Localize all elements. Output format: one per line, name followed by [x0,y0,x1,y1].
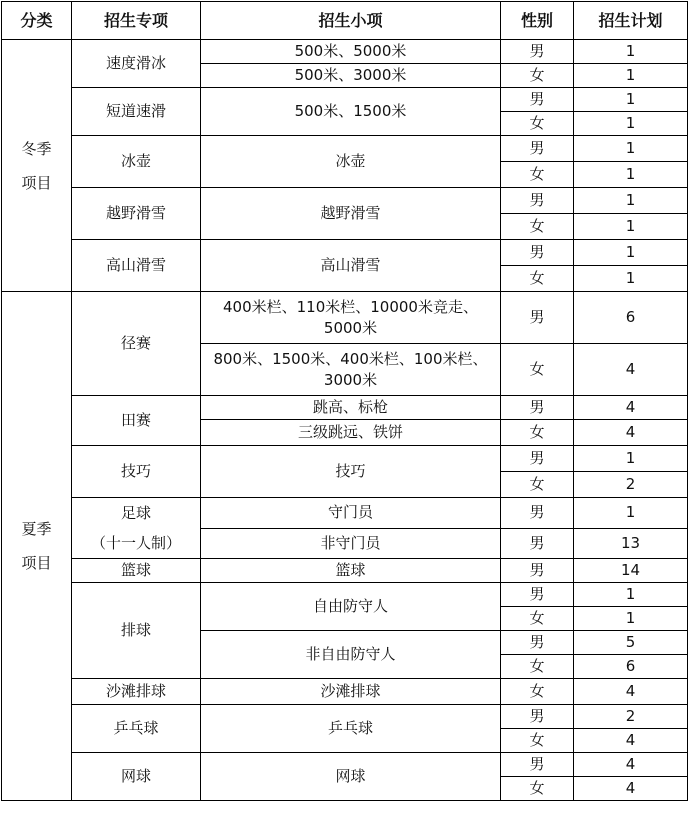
table-row [2,40,688,64]
plan-cell: 1 [574,64,688,88]
sub-item-cell: 高山滑雪 [201,240,501,292]
header-plan: 招生计划 [574,2,688,40]
table-row [2,240,688,266]
header-sub-item: 招生小项 [201,2,501,40]
specialty-cell: 高山滑雪 [72,240,201,292]
plan-cell: 5 [574,631,688,655]
sub-item-cell: 守门员 [201,498,501,529]
table-row [2,498,688,529]
plan-cell: 1 [574,162,688,188]
plan-cell: 1 [574,188,688,214]
plan-cell: 1 [574,240,688,266]
table-row [2,136,688,162]
plan-cell: 2 [574,705,688,729]
sub-item-cell: 非自由防守人 [201,631,501,679]
gender-cell: 女 [501,112,574,136]
category-summer: 夏季 项目 [2,292,72,801]
gender-cell: 女 [501,607,574,631]
plan-cell: 13 [574,528,688,559]
gender-cell: 男 [501,498,574,529]
gender-cell: 女 [501,729,574,753]
plan-cell: 1 [574,498,688,529]
header-row [2,2,688,40]
table-row [2,88,688,112]
gender-cell: 女 [501,64,574,88]
table-row [2,559,688,583]
sub-item-cell: 500米、3000米 [201,64,501,88]
plan-cell: 6 [574,292,688,344]
sub-item-cell: 400米栏、110米栏、10000米竞走、5000米 [201,292,501,344]
specialty-cell: 沙滩排球 [72,679,201,705]
specialty-cell: 乒乓球 [72,705,201,753]
specialty-cell: 短道速滑 [72,88,201,136]
header-gender: 性别 [501,2,574,40]
sub-item-cell: 篮球 [201,559,501,583]
sub-item-cell: 冰壶 [201,136,501,188]
gender-cell: 女 [501,344,574,396]
gender-cell: 女 [501,162,574,188]
specialty-cell: 排球 [72,583,201,679]
plan-cell: 1 [574,607,688,631]
specialty-cell: 越野滑雪 [72,188,201,240]
specialty-cell: 篮球 [72,559,201,583]
sub-item-cell: 跳高、标枪 [201,396,501,420]
sub-item-cell: 网球 [201,753,501,801]
sub-item-cell: 自由防守人 [201,583,501,631]
table-row [2,753,688,777]
gender-cell: 男 [501,631,574,655]
plan-cell: 1 [574,88,688,112]
sub-item-cell: 800米、1500米、400米栏、100米栏、3000米 [201,344,501,396]
plan-cell: 1 [574,40,688,64]
specialty-cell: 速度滑冰 [72,40,201,88]
gender-cell: 男 [501,396,574,420]
gender-cell: 男 [501,240,574,266]
header-specialty: 招生专项 [72,2,201,40]
plan-cell: 4 [574,396,688,420]
gender-cell: 男 [501,136,574,162]
header-category: 分类 [2,2,72,40]
gender-cell: 男 [501,40,574,64]
gender-cell: 男 [501,528,574,559]
table-row [2,705,688,729]
table-row [2,396,688,420]
gender-cell: 男 [501,88,574,112]
specialty-cell: 技巧 [72,446,201,498]
specialty-cell: 径赛 [72,292,201,396]
plan-cell: 4 [574,777,688,801]
plan-cell: 1 [574,446,688,472]
gender-cell: 男 [501,705,574,729]
sub-item-cell: 500米、5000米 [201,40,501,64]
gender-cell: 女 [501,777,574,801]
table-row [2,446,688,472]
gender-cell: 男 [501,292,574,344]
table-row [2,583,688,607]
sub-item-cell: 乒乓球 [201,705,501,753]
gender-cell: 女 [501,655,574,679]
specialty-cell: 田赛 [72,396,201,446]
plan-cell: 4 [574,679,688,705]
sub-item-cell: 技巧 [201,446,501,498]
enrollment-table [1,1,688,801]
plan-cell: 1 [574,214,688,240]
plan-cell: 6 [574,655,688,679]
plan-cell: 4 [574,420,688,446]
gender-cell: 女 [501,266,574,292]
table-row [2,292,688,344]
sub-item-cell: 非守门员 [201,528,501,559]
sub-item-cell: 三级跳远、铁饼 [201,420,501,446]
table-row [2,679,688,705]
sub-item-cell: 越野滑雪 [201,188,501,240]
gender-cell: 男 [501,446,574,472]
sub-item-cell: 500米、1500米 [201,88,501,136]
gender-cell: 男 [501,753,574,777]
plan-cell: 1 [574,136,688,162]
gender-cell: 女 [501,214,574,240]
plan-cell: 1 [574,112,688,136]
table-row [2,188,688,214]
category-winter: 冬季 项目 [2,40,72,292]
plan-cell: 2 [574,472,688,498]
plan-cell: 1 [574,266,688,292]
sub-item-cell: 沙滩排球 [201,679,501,705]
plan-cell: 4 [574,729,688,753]
gender-cell: 男 [501,188,574,214]
specialty-cell: 足球 （十一人制） [72,498,201,559]
gender-cell: 男 [501,559,574,583]
plan-cell: 4 [574,753,688,777]
specialty-cell: 冰壶 [72,136,201,188]
gender-cell: 女 [501,679,574,705]
plan-cell: 1 [574,583,688,607]
plan-cell: 14 [574,559,688,583]
gender-cell: 女 [501,420,574,446]
gender-cell: 女 [501,472,574,498]
gender-cell: 男 [501,583,574,607]
plan-cell: 4 [574,344,688,396]
specialty-cell: 网球 [72,753,201,801]
